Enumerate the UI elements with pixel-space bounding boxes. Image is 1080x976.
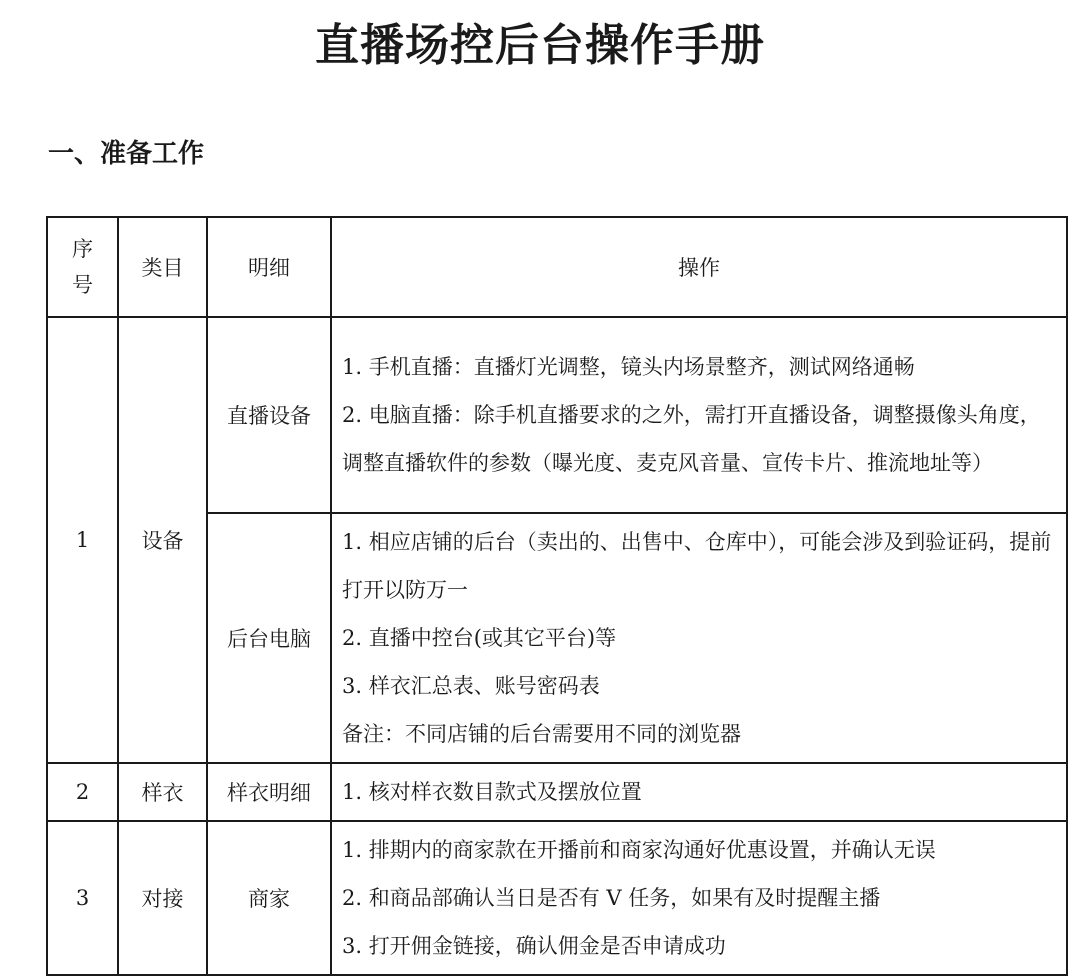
operation-line: 2. 直播中控台(或其它平台)等 [342, 626, 617, 650]
row-category: 设备 [118, 317, 207, 763]
operation-line: 2. 和商品部确认当日是否有 V 任务，如果有及时提醒主播 [342, 886, 881, 910]
table-row [47, 821, 1067, 975]
row-detail: 商家 [207, 821, 331, 975]
operation-line: 1. 相应店铺的后台（卖出的、出售中、仓库中），可能会涉及到验证码，提前打开以防万一 [342, 530, 1052, 602]
row-operations [331, 821, 1067, 975]
row-operations [331, 513, 1067, 763]
table-header-row [47, 217, 1067, 317]
header-no [47, 217, 118, 317]
header-detail: 明细 [207, 217, 331, 317]
document-title: 直播场控后台操作手册 [315, 20, 765, 71]
row-category: 样衣 [118, 763, 207, 821]
row-operations [331, 317, 1067, 513]
operation-line: 2. 电脑直播：除手机直播要求的之外，需打开直播设备，调整摄像头角度，调整直播软件的参数（曝光度、麦克风音量、宣传卡片、推流地址等） [342, 403, 1041, 475]
operation-line: 3. 打开佣金链接，确认佣金是否申请成功 [342, 934, 726, 958]
header-operation: 操作 [331, 217, 1067, 317]
row-number: 2 [47, 763, 118, 821]
operation-line: 备注：不同店铺的后台需要用不同的浏览器 [342, 722, 741, 746]
operations-table [46, 216, 1068, 976]
section-heading: 一、准备工作 [48, 139, 205, 169]
row-detail: 样衣明细 [207, 763, 331, 821]
operation-line: 3. 样衣汇总表、账号密码表 [342, 674, 600, 698]
row-operations [331, 763, 1067, 821]
header-no-line1: 序 [72, 237, 93, 261]
operation-line: 1. 核对样衣数目款式及摆放位置 [342, 780, 642, 804]
header-category: 类目 [118, 217, 207, 317]
table-row [47, 317, 1067, 513]
row-category: 对接 [118, 821, 207, 975]
row-detail: 直播设备 [207, 317, 331, 513]
row-number: 3 [47, 821, 118, 975]
header-no-line2: 号 [72, 273, 93, 297]
table-row [47, 763, 1067, 821]
operation-line: 1. 排期内的商家款在开播前和商家沟通好优惠设置，并确认无误 [342, 838, 936, 862]
row-detail: 后台电脑 [207, 513, 331, 763]
operation-line: 1. 手机直播：直播灯光调整，镜头内场景整齐，测试网络通畅 [342, 355, 915, 379]
row-number: 1 [47, 317, 118, 763]
